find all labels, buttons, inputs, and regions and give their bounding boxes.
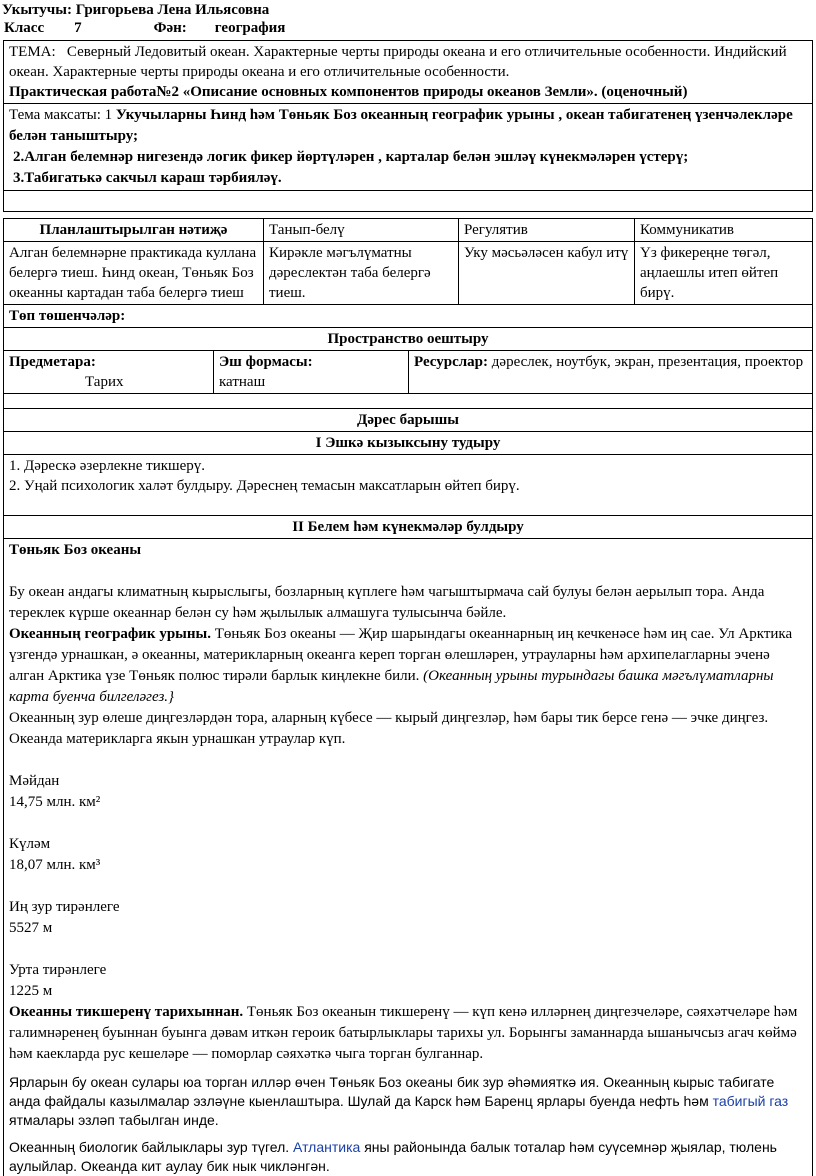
stage1-title: I Эшкә кызыксыну тудыру xyxy=(4,432,813,455)
class-subject-line xyxy=(4,20,285,37)
volume-value: 18,07 млн. км³ xyxy=(9,855,807,876)
gap-row xyxy=(4,212,813,219)
goal-2: 2.Алган белемнәр нигезендә логик фикер йөртүләрен , карталар белән эшләү күнекмәләрен үстерү; xyxy=(9,147,807,168)
area-label: Мәйдан xyxy=(9,771,807,792)
practical-work: Практическая работа№2 «Описание основных компонентов природы океанов Земли». (оценочный) xyxy=(9,82,807,102)
outcome-cognitive: Кирәкле мәгълүматны дәреслектән таба белергә тиеш. xyxy=(264,242,459,305)
geo-label: Океанның географик урыны. xyxy=(9,626,211,642)
concepts-row xyxy=(4,305,813,328)
topic-cell xyxy=(4,41,813,104)
biology-paragraph: Океанның биологик байлыклары зур түгел. Атлантика яны районында балык тоталар һәм суүсемнәр җыялар, тюлень аулыйлар. Океанда кит аулау бик нык чикләнгән. xyxy=(9,1138,807,1176)
stage1-item-1: 1. Дәрескә әзерлекне тикшерү. xyxy=(9,456,807,476)
subjects-cell xyxy=(4,351,214,394)
forms-label: Эш формасы: xyxy=(219,352,403,372)
geo-text: Төньяк Боз океаны — Җир шарындагы океаннарның иң кечкенәсе һәм иң сае. Ул Арктика үзгендә урнашкан, ә океанны, материкларның океанга кереп торган өлешләрен, утрауларны һәм архипелагларны эченә алган Арктика үзе Төньяк полюс тирәли барлык киңлекне били. xyxy=(9,626,792,684)
avgdepth-label: Урта тирәнлеге xyxy=(9,960,807,981)
goal-1: Укучыларны Һинд һәм Төньяк Боз океанның географик урыны , океан табигатенең үзенчәлекләре белән таныштыру; xyxy=(9,107,793,144)
topic-label: ТЕМА: xyxy=(9,44,56,60)
stage1-row xyxy=(4,455,813,516)
stage2-seas: Океанның зур өлеше диңгезләрдән тора, аларның күбесе — кырый диңгезләр, һәм бары тик берсе генә — эчке диңгез. Океанда материкларга якын урнашкан утраулар күп. xyxy=(9,708,807,750)
lesson-plan-table xyxy=(3,40,813,1176)
outcome-regulative: Уку мәсьәләсен кабул итү xyxy=(459,242,635,305)
space-label: Пространство оештыру xyxy=(4,328,813,351)
stage1-item-2: 2. Уңай психологик халәт булдыру. Дәреснең темасын максатларын өйтеп бирү. xyxy=(9,476,807,496)
stage2-title: II Белем һәм күнекмәләр булдыру xyxy=(4,516,813,539)
outcomes-row xyxy=(4,242,813,305)
lesson-label: Дәрес барышы xyxy=(4,409,813,432)
lesson-row xyxy=(4,409,813,432)
spacer-row xyxy=(4,191,813,212)
outcomes-header-cognitive: Танып-белү xyxy=(264,219,459,242)
space-spacer-row xyxy=(4,394,813,409)
concepts-label: Төп төшенчәләр: xyxy=(4,305,813,328)
goals-label: Тема максаты: 1 xyxy=(9,107,112,123)
resources-paragraph: Ярларын бу океан сулары юа торган илләр өчен Төньяк Боз океаны бик зур әһәмияткә ия. Океанның кырыс табигате анда файдалы казылмалар эзләүне кыенлаштыра. Шулай да Карск һәм Баренц ярлары буенда нефть һәм табигый газ ятмалары эзләп табылган инде. xyxy=(9,1073,807,1130)
forms-cell xyxy=(214,351,409,394)
topic-row xyxy=(4,41,813,104)
class-label: Класс xyxy=(4,20,44,36)
space-details-row xyxy=(4,351,813,394)
maxdepth-label: Иң зур тирәнлеге xyxy=(9,897,807,918)
resources-value: дәреслек, ноутбук, экран, презентация, проектор xyxy=(492,354,803,370)
class-value: 7 xyxy=(74,20,82,36)
goal-3: 3.Табигатькә сакчыл караш тәрбияләү. xyxy=(9,168,807,189)
goals-row xyxy=(4,104,813,191)
teacher-line: Укытучы: Григорьева Лена Ильясовна xyxy=(2,2,269,19)
outcomes-header-row xyxy=(4,219,813,242)
subjects-value: Тарих xyxy=(9,372,208,392)
stage1-cell xyxy=(4,455,813,516)
atlantic-link[interactable]: Атлантика xyxy=(293,1139,360,1155)
history-text: Төньяк Боз океанын тикшеренү — күп кенә илләрнең диңгезчеләре, сәяхәтчеләре һәм галимнәренең буыннан буынга дәвам иткән героик батырлыклары тарихы ул. Борынгы заманнарда ышанычсыз агач көймә һәм каекларда рус кешеләре — поморлар сәяхәткә чыга торган булганнар. xyxy=(9,1004,797,1062)
resources-cell xyxy=(409,351,813,394)
stage2-heading: Төньяк Боз океаны xyxy=(9,540,807,561)
subjects-label: Предметара: xyxy=(9,352,208,372)
stage2-history xyxy=(9,1002,807,1065)
avgdepth-value: 1225 м xyxy=(9,981,807,1002)
resources-label: Ресурслар: xyxy=(414,354,488,370)
topic-text: Северный Ледовитый океан. Характерные черты природы океана и его отличительные особенности. Индийский океан. Характерные черты природы океана и его отличительные особенности. xyxy=(9,44,787,80)
geo-italic: (Океанның урыны турындагы башка мәгълүматларны карта буенча билгеләгез.} xyxy=(9,668,774,705)
natural-gas-link[interactable]: табигый газ xyxy=(713,1093,789,1109)
stage2-row xyxy=(4,539,813,1176)
forms-value: катнаш xyxy=(219,372,403,392)
stage2-para1: Бу океан андагы климатның кырыслыгы, бозларның күплеге һәм чагыштырмача сай булуы белән аерылып тора. Анда тереклек күрше океаннар белән су һәм җылылык алмашуга тулысынча бәйле. xyxy=(9,582,807,624)
stage2-title-row xyxy=(4,516,813,539)
outcomes-header-communicative: Коммуникатив xyxy=(635,219,813,242)
area-value: 14,75 млн. км² xyxy=(9,792,807,813)
subject-value: география xyxy=(215,20,286,36)
outcome-communicative: Үз фикереңне төгәл, аңлаешлы итеп өйтеп бирү. xyxy=(635,242,813,305)
volume-label: Күләм xyxy=(9,834,807,855)
stage2-geo xyxy=(9,624,807,708)
history-label: Океанны тикшеренү тарихыннан. xyxy=(9,1004,243,1020)
goals-cell xyxy=(4,104,813,191)
stage1-title-row xyxy=(4,432,813,455)
subject-label: Фән: xyxy=(154,20,187,36)
stage2-cell xyxy=(4,539,813,1176)
maxdepth-value: 5527 м xyxy=(9,918,807,939)
outcomes-header-planned: Планлаштырылган нәтиҗә xyxy=(4,219,264,242)
outcome-planned: Алган белемнәрне практикада куллана белергә тиеш. Һинд океан, Төньяк Боз океанны картадан таба белергә тиеш xyxy=(4,242,264,305)
space-row xyxy=(4,328,813,351)
outcomes-header-regulative: Регулятив xyxy=(459,219,635,242)
